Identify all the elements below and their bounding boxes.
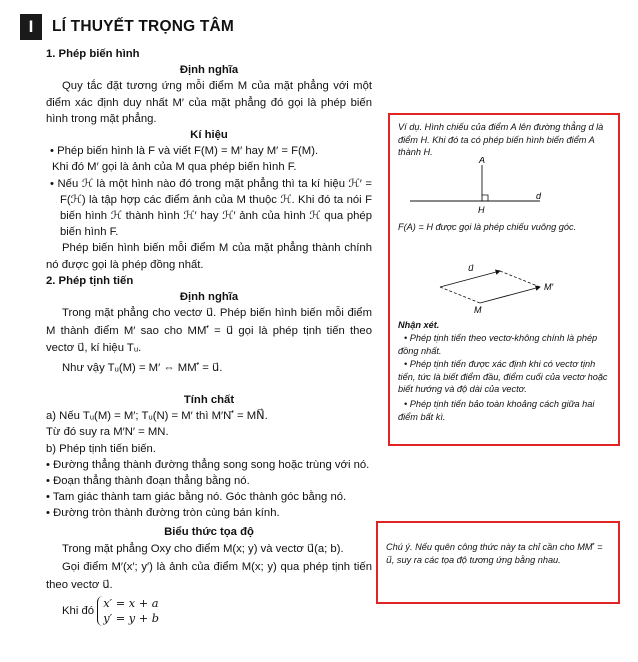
s2-props-heading: Tính chất (183, 393, 235, 406)
label-H: H (478, 205, 485, 215)
sys-line-2: y′ = y + b (103, 611, 160, 625)
s2-def-text: Trong mặt phẳng cho vectơ u⃗. Phép biến hình biến mỗi điểm M thành điểm M′ sao cho MM′⃗ = u⃗ gọi là phép tịnh tiến theo vectơ u⃗, kí hiệu Tᵤ. (46, 307, 372, 355)
vector-u (440, 271, 500, 287)
s2-list-3: • Tam giác thành tam giác bằng nó. Góc thành góc bằng nó. (46, 491, 347, 504)
s2-formula: Như vậy Tᵤ(M) = M′ ⇔ MM′⃗ = u⃗. (62, 361, 223, 374)
s1-def-text: Quy tắc đặt tương ứng mỗi điểm M của mặt phẳng với một điểm xác định duy nhất M′ của mặt phẳng đó gọi là phép biến hình trong mặt phẳng. (46, 80, 372, 125)
remark-3: • Phép tịnh tiến bảo toàn khoảng cách giữa hai điểm bất kì. (398, 399, 595, 422)
s2-list-4: • Đường tròn thành đường tròn cùng bán kính. (46, 507, 280, 520)
main-column (46, 46, 372, 626)
remark-2: • Phép tịnh tiến được xác định khi có vectơ tịnh tiến, tức là biết điểm đầu, điểm cuối của vectơ hoặc biết hướng và độ dài của vectơ. (398, 359, 608, 395)
s2-title: 2. Phép tịnh tiến (46, 274, 134, 287)
s2-coord-2: Gọi điểm M′(x′; y′) là ảnh của điểm M(x; y) qua phép tịnh tiến theo vectơ u⃗. (46, 560, 372, 591)
projection-caption: F(A) = H được gọi là phép chiếu vuông góc. (398, 222, 577, 232)
example-box (388, 113, 620, 446)
label-u: u⃗ (468, 263, 474, 273)
s1-bullet-2: • Nếu ℋ là một hình nào đó trong mặt phẳng thì ta kí hiệu ℋ′ = F(ℋ) là tập hợp các điểm ảnh của M thuộc ℋ. Khi đó ta nói F biến hình ℋ thành hình ℋ′ hay ℋ′ ảnh của hình ℋ qua phép biến hình F. (50, 177, 372, 239)
remarks-heading: Nhận xét. (398, 320, 440, 330)
note-text: Chú ý. Nếu quên công thức này ta chỉ cần cho MM′⃗ = u⃗, suy ra các tọa độ tương ứng bằng nhau. (386, 542, 603, 565)
s2-list-1: • Đường thẳng thành đường thẳng song song hoặc trùng với nó. (46, 458, 370, 471)
note-box (376, 521, 620, 604)
s2-list-2: • Đoạn thẳng thành đoạn thẳng bằng nó. (46, 474, 250, 487)
label-d: d (536, 191, 542, 201)
s2-def-heading: Định nghĩa (179, 291, 239, 304)
coordinate-system (97, 596, 159, 626)
s1-identity: Phép biến hình biến mỗi điểm M của mặt phẳng thành chính nó được gọi là phép đồng nhất. (46, 242, 372, 271)
s1-title: 1. Phép biến hình (46, 48, 140, 60)
section-title: LÍ THUYẾT TRỌNG TÂM (52, 18, 235, 35)
s1-def-heading: Định nghĩa (179, 64, 239, 77)
dashed-side-2 (440, 287, 480, 303)
section-header (20, 14, 234, 40)
right-angle-mark (482, 195, 488, 201)
vector-MMp (480, 287, 540, 303)
section-number-badge: I (20, 14, 42, 40)
sys-line-1: x′ = x + a (103, 596, 159, 610)
s2-coord-1: Trong mặt phẳng Oxy cho điểm M(x; y) và vectơ u⃗(a; b). (62, 542, 344, 555)
s1-notation-heading: Kí hiệu (190, 129, 228, 142)
projection-figure (390, 157, 618, 221)
remark-1: • Phép tịnh tiến theo vectơ-không chính là phép đồng nhất. (398, 333, 598, 356)
example-text: Ví dụ. Hình chiếu của điểm A lên đường thẳng d là điểm H. Khi đó ta có phép biến hình biến điểm A thành H. (398, 122, 604, 158)
s2-prop-a: a) Nếu Tᵤ(M) = M′; Tᵤ(N) = M′ thì M′N′⃗ = MN⃗. (46, 410, 268, 423)
s1-bullet-1: • Phép biến hình là F và viết F(M) = M′ hay M′ = F(M). (50, 145, 319, 158)
label-Mp: M′ (544, 282, 554, 292)
label-A: A (479, 157, 486, 165)
s2-prop-b: b) Phép tịnh tiến biến. (46, 442, 156, 455)
s2-coord-heading: Biểu thức tọa độ (164, 525, 254, 538)
label-M: M (474, 305, 482, 313)
s2-coord-3 (46, 596, 372, 626)
s2-coord-prefix: Khi đó (62, 604, 95, 617)
s2-prop-a2: Từ đó suy ra M′N′ = MN. (46, 426, 169, 439)
translation-figure (390, 257, 618, 313)
dashed-side-1 (500, 271, 540, 287)
s1-bullet-1-cont: Khi đó M′ gọi là ảnh của M qua phép biến hình F. (52, 161, 297, 174)
